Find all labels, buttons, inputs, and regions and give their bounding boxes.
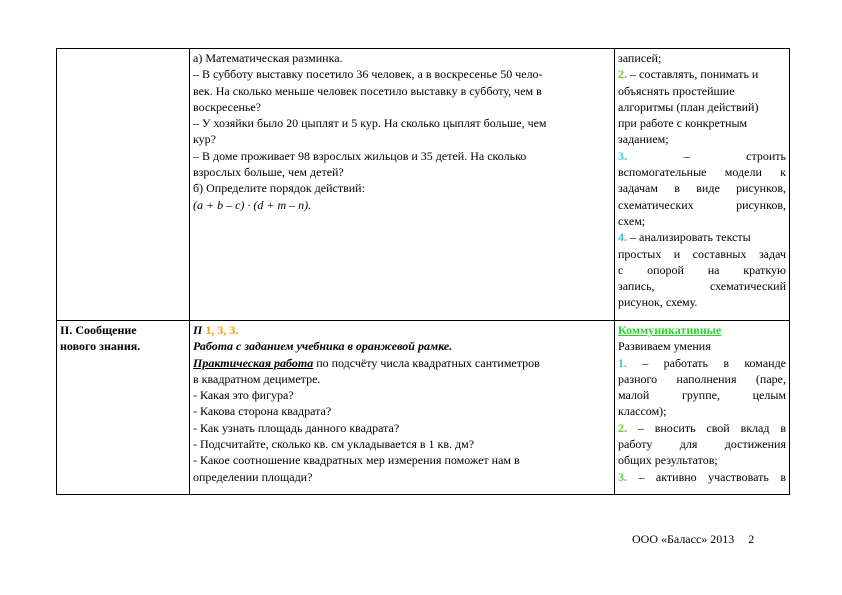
text-line: – работать в команде	[627, 355, 786, 370]
item-number: 2.	[618, 420, 627, 435]
question: - Как узнать площадь данного квадрата?	[193, 420, 400, 435]
item-number: 3.	[618, 148, 627, 163]
text-line: воскресенье?	[193, 99, 262, 114]
text-line: б) Определите порядок действий:	[193, 181, 365, 196]
text-line: – составлять, понимать и	[627, 67, 759, 82]
text-line: схем;	[618, 213, 646, 228]
text-line: записей;	[618, 51, 662, 65]
textbook-letter: П	[193, 323, 203, 337]
text-line: вспомогательные модели к	[618, 165, 786, 180]
text-line: малой группе, целым	[618, 388, 786, 403]
content-cell	[190, 321, 615, 495]
question: - Какое соотношение квадратных мер измерения поможет нам в	[193, 453, 520, 468]
text-line: работу для достижения	[618, 437, 786, 452]
text-line: рисунок, схему.	[618, 295, 698, 310]
item-number: 2.	[618, 67, 627, 82]
item-number: 1.	[618, 355, 627, 370]
text-line: в квадратном дециметре.	[193, 371, 321, 386]
text-line: заданием;	[618, 132, 669, 147]
text-line: – строить	[683, 148, 787, 163]
skills-cell	[615, 49, 790, 321]
text-line: с опорой на краткую	[618, 262, 786, 277]
text-line: взрослых больше, чем детей?	[193, 165, 344, 180]
task-title: Работа с заданием учебника в оранжевой рамке.	[193, 339, 453, 354]
question: - Подсчитайте, сколько кв. см укладывается в 1 кв. дм?	[193, 437, 475, 452]
text-line: простых и составных задач	[618, 246, 786, 261]
question: - Какая это фигура?	[193, 388, 294, 403]
publisher-label: ООО «Баласс» 2013	[632, 532, 735, 546]
item-number: 4.	[618, 230, 627, 245]
text-line: кур?	[193, 132, 216, 147]
skills-subheading: Развиваем умения	[618, 339, 711, 354]
text-line: алгоритмы (план действий)	[618, 99, 759, 114]
textbook-ref: 1, 3, 3.	[205, 323, 239, 337]
text-line: – В доме проживает 98 взрослых жильцов и 35 детей. На сколько	[193, 148, 527, 163]
practical-label: Практическая работа	[193, 355, 314, 370]
text-line: – вносить свой вклад в	[627, 420, 786, 435]
table-row	[57, 49, 790, 321]
text-line: век. На сколько меньше человек посетило выставку в субботу, чем в	[193, 83, 542, 98]
text-line: задачам в виде рисунков,	[618, 181, 786, 196]
stage-title: нового знания.	[60, 339, 141, 354]
lesson-table	[56, 48, 790, 495]
text-line: – активно участвовать в	[627, 469, 786, 484]
text-line: разного наполнения (паре,	[618, 371, 786, 386]
text-line: по подсчёту числа квадратных сантиметров	[313, 355, 540, 370]
skills-heading: Коммуникативные	[618, 323, 722, 337]
stage-cell	[57, 321, 190, 495]
text-line: – В субботу выставку посетило 36 человек, а в воскресенье 50 чело-	[193, 67, 543, 82]
text-line: объяснять простейшие	[618, 83, 735, 98]
text-line: схематических рисунков,	[618, 197, 786, 212]
formula: (a + b – c) · (d + m – n).	[193, 197, 312, 212]
stage-cell	[57, 49, 190, 321]
page-footer	[632, 532, 754, 547]
text-line: – У хозяйки было 20 цыплят и 5 кур. На сколько цыплят больше, чем	[193, 116, 547, 131]
question: - Какова сторона квадрата?	[193, 404, 332, 419]
question: определении площади?	[193, 469, 313, 484]
text-line: запись, схематический	[618, 279, 786, 294]
text-line: при работе с конкретным	[618, 116, 748, 131]
stage-title: II. Сообщение	[60, 323, 137, 337]
skills-cell	[615, 321, 790, 495]
item-number: 3.	[618, 469, 627, 484]
text-line: а) Математическая разминка.	[193, 51, 343, 65]
text-line: классом);	[618, 404, 667, 419]
table-row	[57, 321, 790, 495]
text-line: – анализировать тексты	[627, 230, 751, 245]
content-cell	[190, 49, 615, 321]
text-line: общих результатов;	[618, 453, 718, 468]
page-number: 2	[748, 532, 755, 546]
